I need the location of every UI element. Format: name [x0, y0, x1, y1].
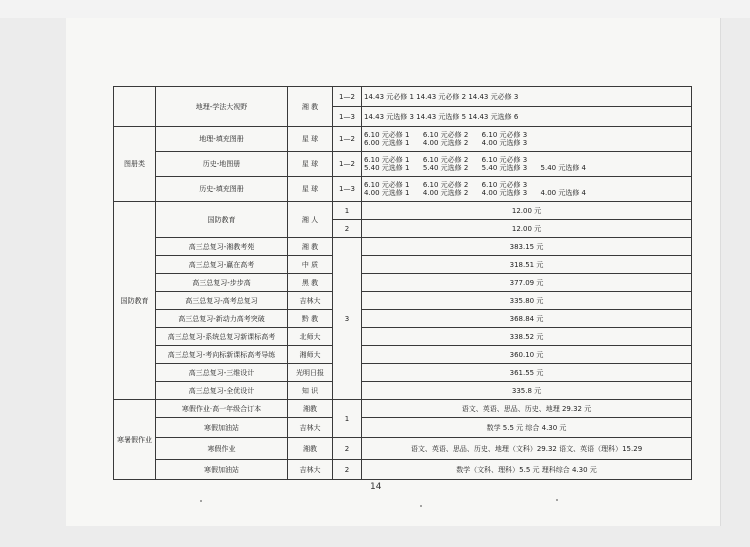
- publisher: 黔 教: [288, 310, 333, 328]
- book-name: 高三总复习-赢在高考: [156, 256, 288, 274]
- book-name: 寒假加油站: [156, 418, 288, 438]
- price: 语文、英语、思品、历史、地理（文科）29.32 语文、英语（理科）15.29: [362, 438, 692, 460]
- grade: 1—2: [333, 127, 362, 152]
- grade: 1—2: [333, 87, 362, 107]
- publisher: 吉林大: [288, 292, 333, 310]
- table-row: [114, 127, 692, 152]
- book-name: 寒假加油站: [156, 460, 288, 480]
- publisher: 星 球: [288, 152, 333, 177]
- price: [362, 152, 692, 177]
- book-name: 地理-学法大视野: [156, 87, 288, 127]
- book-name: 国防教育: [156, 202, 288, 238]
- grade: 1—2: [333, 152, 362, 177]
- table-row: [114, 177, 692, 202]
- price: 数学（文科、理科）5.5 元 理科综合 4.30 元: [362, 460, 692, 480]
- publisher: 吉林大: [288, 418, 333, 438]
- publisher: 湘 人: [288, 202, 333, 238]
- table-row: [114, 346, 692, 364]
- book-name: 寒假作业·高一年级合订本: [156, 400, 288, 418]
- scan-top-strip: [0, 0, 750, 18]
- price: 377.09 元: [362, 274, 692, 292]
- price: 368.84 元: [362, 310, 692, 328]
- price: 12.00 元: [362, 220, 692, 238]
- price: 数学 5.5 元 综合 4.30 元: [362, 418, 692, 438]
- publisher: 光明日报: [288, 364, 333, 382]
- grade: 1—3: [333, 107, 362, 127]
- price: 360.10 元: [362, 346, 692, 364]
- category-label: 寒暑假作业: [114, 400, 156, 480]
- category-label: 图册类: [114, 127, 156, 202]
- price: 14.43 元选修 3 14.43 元选修 5 14.43 元选修 6: [362, 107, 692, 127]
- table-row: [114, 152, 692, 177]
- category-cell-blank: [114, 87, 156, 127]
- publisher: 中 质: [288, 256, 333, 274]
- scan-speck: [420, 505, 422, 507]
- table-row: [114, 87, 692, 107]
- price: 383.15 元: [362, 238, 692, 256]
- publisher: 星 球: [288, 177, 333, 202]
- book-name: 地理-填充图册: [156, 127, 288, 152]
- book-name: 高三总复习-考向标新课标高考导练: [156, 346, 288, 364]
- price-line: 4.00 元选修 1 4.00 元选修 2 4.00 元选修 3 4.00 元选修 4: [364, 189, 587, 197]
- price: [362, 127, 692, 152]
- price-line: 5.40 元选修 1 5.40 元选修 2 5.40 元选修 3 5.40 元选修 4: [364, 164, 587, 172]
- price-line: 6.00 元选修 1 4.00 元选修 2 4.00 元选修 3: [364, 139, 528, 147]
- price: [362, 177, 692, 202]
- book-name: 高三总复习-系统总复习新课标高考: [156, 328, 288, 346]
- table-row: [114, 460, 692, 480]
- grade: 2: [333, 220, 362, 238]
- publisher: 北师大: [288, 328, 333, 346]
- publisher: 黑 教: [288, 274, 333, 292]
- grade: 1—3: [333, 177, 362, 202]
- grade: 2: [333, 438, 362, 460]
- publisher: 湘师大: [288, 346, 333, 364]
- book-name: 历史-地图册: [156, 152, 288, 177]
- page-number: 14: [370, 482, 382, 492]
- publisher: 星 球: [288, 127, 333, 152]
- grade: 1: [333, 202, 362, 220]
- price: 14.43 元必修 1 14.43 元必修 2 14.43 元必修 3: [362, 87, 692, 107]
- publisher: 湘教: [288, 438, 333, 460]
- book-name: 高三总复习-新动力高考突破: [156, 310, 288, 328]
- table-row: [114, 274, 692, 292]
- price: 语文、英语、思品、历史、地理 29.32 元: [362, 400, 692, 418]
- publisher: 湘 教: [288, 87, 333, 127]
- price-line: 6.10 元必修 1 6.10 元必修 2 6.10 元必修 3: [364, 156, 528, 164]
- price: 335.8 元: [362, 382, 692, 400]
- grade: 2: [333, 460, 362, 480]
- price: 335.80 元: [362, 292, 692, 310]
- publisher: 湘教: [288, 400, 333, 418]
- price: 12.00 元: [362, 202, 692, 220]
- table-row: [114, 238, 692, 256]
- grade: 3: [333, 238, 362, 400]
- price-line: 6.10 元必修 1 6.10 元必修 2 6.10 元必修 3: [364, 131, 528, 139]
- table-row: [114, 418, 692, 438]
- grade: 1: [333, 400, 362, 438]
- table-row: [114, 438, 692, 460]
- textbook-price-table: [113, 86, 692, 480]
- book-name: 高三总复习-高考总复习: [156, 292, 288, 310]
- category-label: 国防教育: [114, 202, 156, 400]
- book-name: 历史-填充图册: [156, 177, 288, 202]
- price: 318.51 元: [362, 256, 692, 274]
- book-name: 高三总复习-步步高: [156, 274, 288, 292]
- table-row: [114, 310, 692, 328]
- table-row: [114, 364, 692, 382]
- table-row: [114, 202, 692, 220]
- price-line: 6.10 元必修 1 6.10 元必修 2 6.10 元必修 3: [364, 181, 528, 189]
- table-row: [114, 400, 692, 418]
- table-row: [114, 328, 692, 346]
- price: 361.55 元: [362, 364, 692, 382]
- scan-speck: [200, 500, 202, 502]
- book-name: 高三总复习-全优设计: [156, 382, 288, 400]
- table-row: [114, 292, 692, 310]
- book-name: 高三总复习-湘教考苑: [156, 238, 288, 256]
- publisher: 知 识: [288, 382, 333, 400]
- book-name: 寒假作业: [156, 438, 288, 460]
- scan-speck: [556, 499, 558, 501]
- table-row: [114, 382, 692, 400]
- book-name: 高三总复习-三维设计: [156, 364, 288, 382]
- publisher: 湘 教: [288, 238, 333, 256]
- table-row: [114, 256, 692, 274]
- publisher: 吉林大: [288, 460, 333, 480]
- price: 338.52 元: [362, 328, 692, 346]
